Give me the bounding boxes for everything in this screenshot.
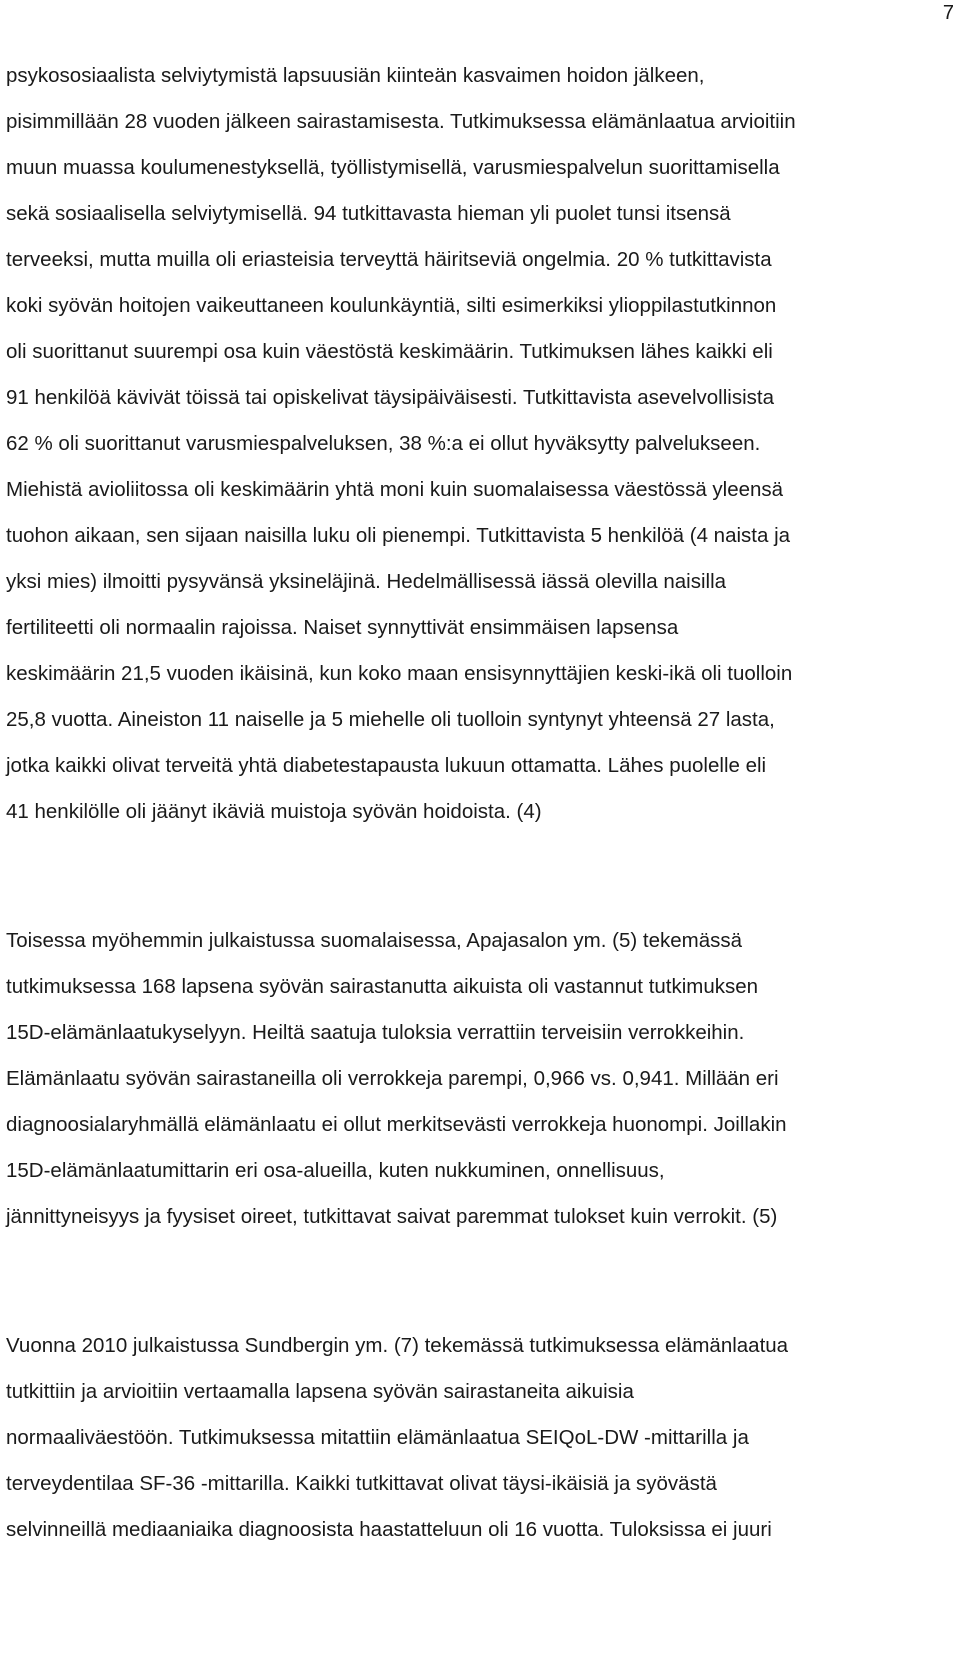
- text-line: 41 henkilölle oli jäänyt ikäviä muistoja syövän hoidoista. (4): [6, 800, 542, 823]
- text-line: pisimmillään 28 vuoden jälkeen sairastamisesta. Tutkimuksessa elämänlaatua arvioitiin: [6, 110, 796, 133]
- text-line: selvinneillä mediaaniaika diagnoosista haastatteluun oli 16 vuotta. Tuloksissa ei juuri: [6, 1518, 772, 1541]
- text-line: tutkittiin ja arvioitiin vertaamalla lapsena syövän sairastaneita aikuisia: [6, 1380, 634, 1403]
- text-line: jännittyneisyys ja fyysiset oireet, tutkittavat saivat paremmat tulokset kuin verrokit. (5): [6, 1205, 778, 1228]
- text-line: terveydentilaa SF-36 -mittarilla. Kaikki tutkittavat olivat täysi-ikäisiä ja syövästä: [6, 1472, 717, 1495]
- page-number: 7: [942, 2, 954, 24]
- text-line: muun muassa koulumenestyksellä, työllistymisellä, varusmiespalvelun suorittamisella: [6, 156, 780, 179]
- text-line: normaaliväestöön. Tutkimuksessa mitattiin elämänlaatua SEIQoL-DW -mittarilla ja: [6, 1426, 749, 1449]
- text-line: diagnoosialaryhmällä elämänlaatu ei ollut merkitsevästi verrokkeja huonompi. Joillakin: [6, 1113, 787, 1136]
- text-line: Toisessa myöhemmin julkaistussa suomalaisessa, Apajasalon ym. (5) tekemässä: [6, 929, 743, 952]
- text-line: koki syövän hoitojen vaikeuttaneen koulunkäyntiä, silti esimerkiksi ylioppilastutkinnon: [6, 294, 777, 317]
- text-line: 62 % oli suorittanut varusmiespalveluksen, 38 %:a ei ollut hyväksytty palvelukseen.: [6, 432, 761, 455]
- text-line: Miehistä avioliitossa oli keskimäärin yhtä moni kuin suomalaisessa väestössä yleensä: [6, 478, 784, 501]
- text-line: sekä sosiaalisella selviytymisellä. 94 tutkittavasta hieman yli puolet tunsi itsensä: [6, 202, 731, 225]
- text-line: jotka kaikki olivat terveitä yhtä diabetestapausta lukuun ottamatta. Lähes puolelle eli: [6, 754, 767, 777]
- text-line: keskimäärin 21,5 vuoden ikäisinä, kun koko maan ensisynnyttäjien keski-ikä oli tuolloin: [6, 662, 793, 685]
- text-line: tutkimuksessa 168 lapsena syövän sairastanutta aikuista oli vastannut tutkimuksen: [6, 975, 759, 998]
- text-line: 15D-elämänlaatumittarin eri osa-alueilla, kuten nukkuminen, onnellisuus,: [6, 1159, 665, 1182]
- text-line: yksi mies) ilmoitti pysyvänsä yksineläjinä. Hedelmällisessä iässä olevilla naisilla: [6, 570, 727, 593]
- text-line: 25,8 vuotta. Aineiston 11 naiselle ja 5 miehelle oli tuolloin syntynyt yhteensä 27 lasta,: [6, 708, 775, 731]
- text-line: oli suorittanut suurempi osa kuin väestöstä keskimäärin. Tutkimuksen lähes kaikki eli: [6, 340, 773, 363]
- text-line: Vuonna 2010 julkaistussa Sundbergin ym. (7) tekemässä tutkimuksessa elämänlaatua: [6, 1334, 789, 1357]
- text-line: psykososiaalista selviytymistä lapsuusiän kiinteän kasvaimen hoidon jälkeen,: [6, 64, 705, 87]
- text-line: 91 henkilöä kävivät töissä tai opiskelivat täysipäiväisesti. Tutkittavista asevelvollisista: [6, 386, 774, 409]
- text-line: tuohon aikaan, sen sijaan naisilla luku oli pienempi. Tutkittavista 5 henkilöä (4 naista ja: [6, 524, 791, 547]
- text-line: Elämänlaatu syövän sairastaneilla oli verrokkeja parempi, 0,966 vs. 0,941. Millään eri: [6, 1067, 779, 1090]
- text-line: 15D-elämänlaatukyselyyn. Heiltä saatuja tuloksia verrattiin terveisiin verrokkeihin.: [6, 1021, 745, 1044]
- text-line: fertiliteetti oli normaalin rajoissa. Naiset synnyttivät ensimmäisen lapsensa: [6, 616, 679, 639]
- text-line: terveeksi, mutta muilla oli eriasteisia terveyttä häiritseviä ongelmia. 20 % tutkittavista: [6, 248, 772, 271]
